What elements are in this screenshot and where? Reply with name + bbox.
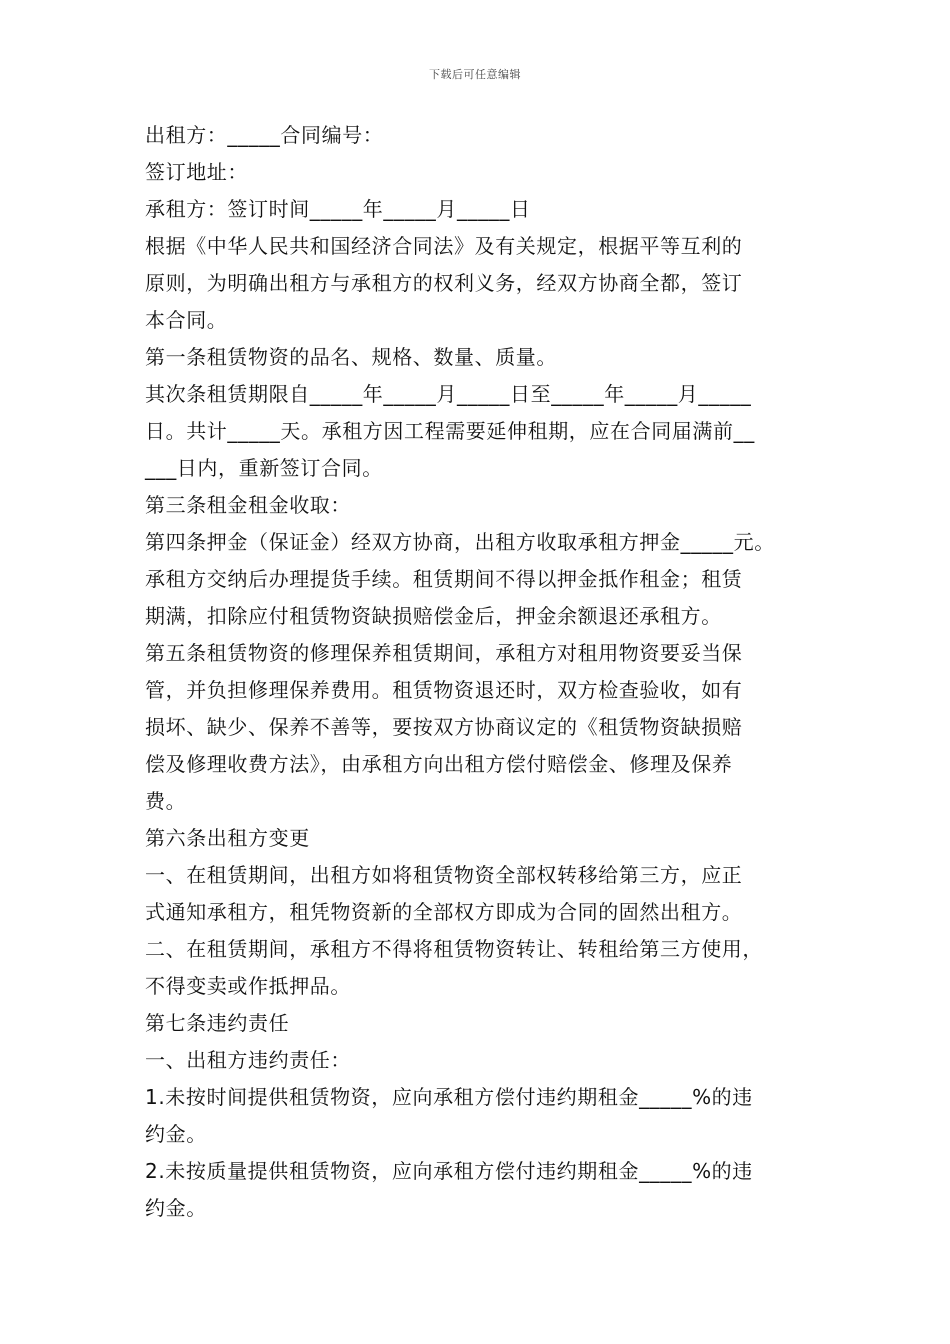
text-line: 其次条租赁期限自_____年_____月_____日至_____年_____月_____ <box>145 382 752 406</box>
text-line: 期满，扣除应付租赁物资缺损赔偿金后，押金余额退还承租方。 <box>145 604 722 628</box>
text-line: 承租方：签订时间_____年_____月_____日 <box>145 197 531 221</box>
text-line: ___日内，重新签订合同。 <box>145 456 383 480</box>
text-line: 签订地址： <box>145 160 248 184</box>
text-line: 第五条租赁物资的修理保养租赁期间，承租方对租用物资要妥当保 <box>145 641 743 665</box>
text-line: 偿及修理收费方法》，由承租方向出租方偿付赔偿金、修理及保养 <box>145 752 733 776</box>
text-line: 管，并负担修理保养费用。租赁物资退还时，双方检查验收，如有 <box>145 678 743 702</box>
text-line: 费。 <box>145 789 187 813</box>
text-line: 根据《中华人民共和国经济合同法》及有关规定，根据平等互利的 <box>145 234 743 258</box>
text-line: 约金。 <box>145 1122 207 1146</box>
text-line: 损坏、缺少、保养不善等，要按双方协商议定的《租赁物资缺损赔 <box>145 715 743 739</box>
text-line: 约金。 <box>145 1196 207 1220</box>
page-header: 下载后可任意编辑 <box>429 68 521 81</box>
text-line: 日。共计_____天。承租方因工程需要延伸租期，应在合同届满前__ <box>145 419 755 443</box>
text-line: 承租方交纳后办理提货手续。租赁期间不得以押金抵作租金；租赁 <box>145 567 743 591</box>
text-line: 出租方：_____合同编号： <box>145 123 384 147</box>
text-line: 第七条违约责任 <box>145 1011 290 1035</box>
text-line: 式通知承租方，租凭物资新的全部权方即成为合同的固然出租方。 <box>145 900 743 924</box>
text-line: 第一条租赁物资的品名、规格、数量、质量。 <box>145 345 557 369</box>
text-line: 一、在租赁期间，出租方如将租赁物资全部权转移给第三方，应正 <box>145 863 743 887</box>
text-line: 二、在租赁期间，承租方不得将租赁物资转让、转租给第三方使用， <box>145 937 763 961</box>
text-line: 2.未按质量提供租赁物资，应向承租方偿付违约期租金_____%的违 <box>145 1159 753 1183</box>
contract-body <box>145 117 820 1227</box>
text-line: 第六条出租方变更 <box>145 826 310 850</box>
text-line: 本合同。 <box>145 308 228 332</box>
text-line: 1.未按时间提供租赁物资，应向承租方偿付违约期租金_____%的违 <box>145 1085 753 1109</box>
text-line: 一、出租方违约责任： <box>145 1048 351 1072</box>
text-line: 第三条租金租金收取： <box>145 493 351 517</box>
text-line: 原则，为明确出租方与承租方的权利义务，经双方协商全都，签订 <box>145 271 743 295</box>
text-line: 不得变卖或作抵押品。 <box>145 974 351 998</box>
text-line: 第四条押金（保证金）经双方协商，出租方收取承租方押金_____元。 <box>145 530 775 554</box>
